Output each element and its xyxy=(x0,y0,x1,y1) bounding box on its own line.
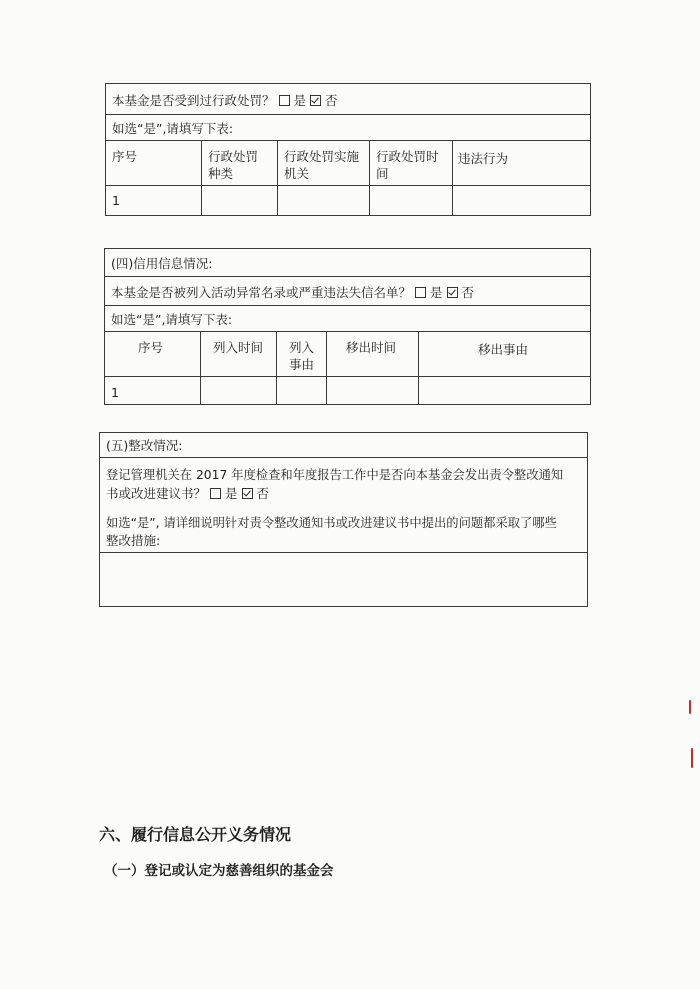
col-header-remove-time: 移出时间 xyxy=(346,340,397,355)
checkbox-yes[interactable] xyxy=(279,95,290,106)
admin-penalty-fill-prompt: 如选“是”,请填写下表: xyxy=(112,121,234,136)
rectification-question-line2: 书或改进建议书？ 是 否 xyxy=(106,486,270,501)
rectification-answer-area[interactable] xyxy=(106,559,581,599)
rectification-fill-line1: 如选“是”, 请详细说明针对责令整改通知书或改进建议书中提出的问题都采取了哪些 xyxy=(106,516,557,530)
col-header-seq: 序号 xyxy=(112,149,138,164)
credit-info-question: 本基金是否被列入活动异常名录或严重违法失信名单？ 是 否 xyxy=(111,285,475,300)
credit-info-table xyxy=(104,248,591,405)
scan-mark xyxy=(691,748,693,768)
credit-info-title: (四)信用信息情况: xyxy=(111,256,213,271)
rectification-table xyxy=(99,432,588,607)
table-row-seq: 1 xyxy=(112,193,120,208)
rectification-question-line1: 登记管理机关在 2017 年度检查和年度报告工作中是否向本基金会发出责令整改通知 xyxy=(106,468,564,482)
col-header-violation: 违法行为 xyxy=(458,151,509,166)
section6-subtitle: （一）登记或认定为慈善组织的基金会 xyxy=(104,863,334,879)
checkbox-yes[interactable] xyxy=(210,488,221,499)
col-header-list-time: 列入时间 xyxy=(213,340,264,355)
col-header-penalty-time: 行政处罚时 间 xyxy=(376,149,439,181)
checkbox-no-checked[interactable] xyxy=(310,95,321,106)
col-header-penalty-authority: 行政处罚实施 机关 xyxy=(284,149,360,181)
section6-title: 六、履行信息公开义务情况 xyxy=(99,825,292,844)
col-header-seq: 序号 xyxy=(138,340,164,355)
credit-info-fill-prompt: 如选“是”,请填写下表: xyxy=(111,312,233,327)
col-header-penalty-type: 行政处罚 种类 xyxy=(208,149,259,181)
col-header-remove-reason: 移出事由 xyxy=(478,342,529,357)
scan-mark xyxy=(689,700,691,714)
table-row-seq: 1 xyxy=(111,385,119,400)
col-header-list-reason: 列入 事由 xyxy=(289,340,315,372)
checkbox-no-checked[interactable] xyxy=(447,287,458,298)
checkbox-no-checked[interactable] xyxy=(242,488,253,499)
checkbox-yes[interactable] xyxy=(415,287,426,298)
rectification-title: (五)整改情况: xyxy=(106,438,183,453)
admin-penalty-question: 本基金是否受到过行政处罚？ 是 否 xyxy=(112,93,338,108)
admin-penalty-table xyxy=(105,83,591,216)
rectification-fill-line2: 整改措施: xyxy=(106,533,161,548)
